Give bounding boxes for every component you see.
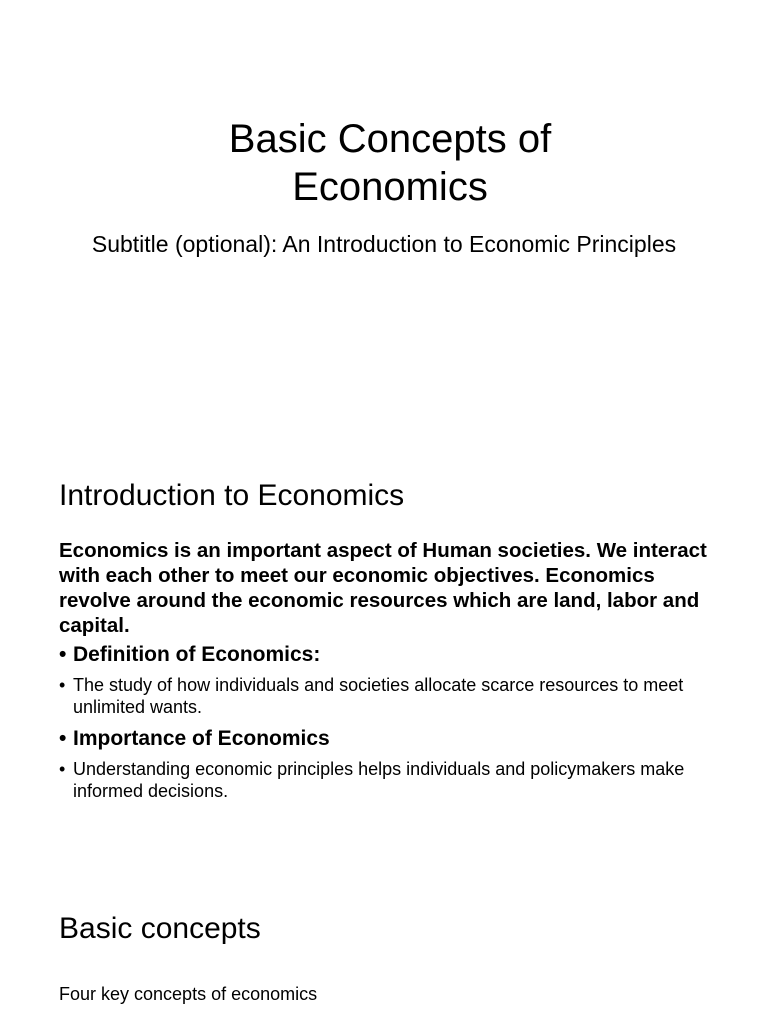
presentation-title: Basic Concepts of Economics xyxy=(228,117,552,209)
bullet-icon: • xyxy=(59,727,67,750)
basic-concepts-text: Four key concepts of economics xyxy=(59,984,318,1004)
presentation-subtitle: Subtitle (optional): An Introduction to Economic Principles xyxy=(91,231,677,257)
bullet-definition-label: Definition of Economics: xyxy=(73,643,321,666)
intro-slide xyxy=(0,432,768,864)
bullet-importance xyxy=(59,726,719,752)
title-slide xyxy=(0,0,768,432)
bullet-importance-detail xyxy=(59,758,719,802)
bullet-icon: • xyxy=(59,643,67,666)
intro-heading: Introduction to Economics xyxy=(59,479,405,512)
basic-concepts-slide xyxy=(0,864,768,1024)
intro-body xyxy=(59,538,719,810)
bullet-importance-detail-text: Understanding economic principles helps individuals and policymakers make informed decisions. xyxy=(73,759,685,801)
bullet-definition xyxy=(59,642,719,668)
bullet-definition-detail xyxy=(59,674,719,718)
bullet-definition-detail-text: The study of how individuals and societies allocate scarce resources to meet unlimited wants. xyxy=(73,675,684,717)
bullet-importance-label: Importance of Economics xyxy=(73,727,330,750)
bullet-icon: • xyxy=(59,759,66,779)
bullet-icon: • xyxy=(59,675,66,695)
basic-concepts-heading: Basic concepts xyxy=(59,912,261,945)
intro-paragraph: Economics is an important aspect of Human societies. We interact with each other to meet our economic objectives. Economics revolve around the economic resources which are land, labor and capital. xyxy=(59,539,707,637)
